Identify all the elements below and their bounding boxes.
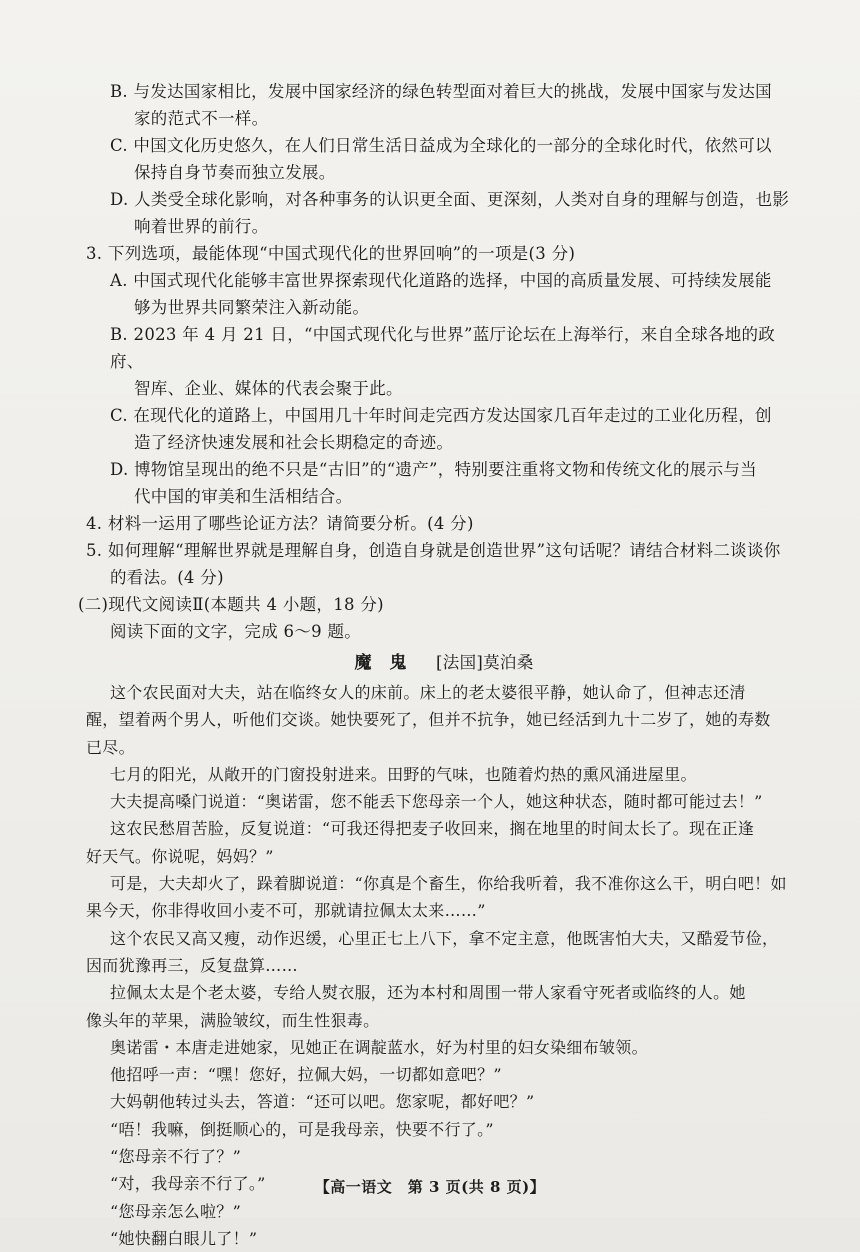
story-line: 像头年的苹果，满脸皱纹，而生性狠毒。 (86, 1010, 380, 1030)
story-paragraph (86, 1088, 802, 1115)
story-line: 大夫提高嗓门说道：“奥诺雷，您不能丢下您母亲一个人，她这种状态，随时都可能过去！” (110, 792, 763, 812)
story-line: 因而犹豫再三，反复盘算…… (86, 955, 298, 975)
question-3 (86, 240, 802, 510)
section-header: (二)现代文阅读Ⅱ(本题共 4 小题，18 分) (78, 595, 384, 614)
q2-option-d-line1: D. 人类受全球化影响，对各种事务的认识更全面、更深刻，人类对自身的理解与创造，也影 (110, 190, 790, 209)
story-author: [法国]莫泊桑 (436, 653, 534, 672)
q5-line1: 5. 如何理解“理解世界就是理解自身，创造自身就是创造世界”这句话呢？请结合材料二谈谈你 (86, 541, 781, 560)
story-line: 他招呼一声：“嘿！您好，拉佩大妈，一切都如意吧？” (110, 1065, 502, 1085)
story-line: 拉佩太太是个老太婆，专给人熨衣服，还为本村和周围一带人家看守死者或临终的人。她 (110, 983, 746, 1003)
q3-option-b-line1: B. 2023 年 4 月 21 日，“中国式现代化与世界”蓝厅论坛在上海举行，来自全球各地的政府、 (110, 325, 776, 371)
q3-option-d-line2: 代中国的审美和生活相结合。 (134, 487, 353, 506)
q2-option-b-line1: B. 与发达国家相比，发展中国家经济的绿色转型面对着巨大的挑战，发展中国家与发达国 (110, 82, 772, 101)
q2-option-c-line1: C. 中国文化历史悠久，在人们日常生活日益成为全球化的一部分的全球化时代，依然可以 (110, 136, 772, 155)
q3-option-b-line2: 智库、企业、媒体的代表会聚于此。 (134, 379, 403, 398)
q3-option-c-line1: C. 在现代化的道路上，中国用几十年时间走完西方发达国家几百年走过的工业化历程，创 (110, 406, 772, 425)
q2-options (86, 78, 802, 240)
question-4: 4. 材料一运用了哪些论证方法？请简要分析。(4 分) (86, 514, 474, 533)
q3-option-a-line2: 够为世界共同繁荣注入新动能。 (134, 298, 370, 317)
q2-option-c-line2: 保持自身节奏而独立发展。 (134, 163, 336, 182)
story-paragraph (86, 925, 802, 980)
story-paragraph (86, 1143, 802, 1170)
story-paragraph (86, 761, 802, 788)
q3-option-c-line2: 造了经济快速发展和社会长期稳定的奇迹。 (134, 433, 454, 452)
question-5 (86, 537, 802, 591)
story-line: 好天气。你说呢，妈妈？” (86, 846, 274, 866)
page-footer: 【高一语文 第 3 页(共 8 页)】 (314, 1178, 546, 1196)
story-line: 已尽。 (86, 737, 135, 757)
q3-stem: 3. 下列选项，最能体现“中国式现代化的世界回响”的一项是(3 分) (86, 244, 576, 263)
story-paragraph (86, 815, 802, 870)
story-line: “对，我母亲不行了。” (110, 1174, 266, 1194)
story-line: 果今天，你非得收回小麦不可，那就请拉佩太太来……” (86, 901, 486, 921)
q2-option-d-line2: 响着世界的前行。 (134, 217, 269, 236)
story-line: 可是，大夫却火了，跺着脚说道：“你真是个畜生，你给我听着，我不准你这么干，明白吧！如 (110, 874, 787, 894)
story-title: 魔鬼 (354, 653, 425, 673)
q3-option-a-line1: A. 中国式现代化能够丰富世界探索现代化道路的选择，中国的高质量发展、可持续发展能 (110, 271, 772, 290)
story-paragraph (86, 679, 802, 761)
story-paragraph (86, 788, 802, 815)
story-line: 奥诺雷・本唐走进她家，见她正在调靛蓝水，好为村里的妇女染细布皱领。 (110, 1037, 648, 1057)
story-body (86, 679, 802, 1252)
story-paragraph (86, 870, 802, 925)
story-paragraph (86, 1061, 802, 1088)
story-paragraph (86, 1034, 802, 1061)
story-paragraph (86, 1225, 802, 1252)
story-paragraph (86, 1116, 802, 1143)
story-line: 大妈朝他转过头去，答道：“还可以吧。您家呢，都好吧？” (110, 1092, 535, 1112)
story-line: “她快翻白眼儿了！” (110, 1228, 258, 1248)
q5-line2: 的看法。(4 分) (110, 568, 224, 587)
story-line: 这个农民又高又瘦，动作迟缓，心里正七上八下，拿不定主意，他既害怕大夫，又酷爱节俭， (110, 928, 779, 948)
page-content (78, 78, 802, 1252)
q3-option-d-line1: D. 博物馆呈现出的绝不只是“古旧”的“遗产”，特别要注重将文物和传统文化的展示与当 (110, 460, 757, 479)
story-line: 这个农民面对大夫，站在临终女人的床前。床上的老太婆很平静，她认命了，但神志还清 (110, 683, 746, 702)
q2-option-b-line2: 家的范式不一样。 (134, 109, 269, 128)
story-line: “您母亲不行了？” (110, 1147, 242, 1167)
story-line: “您母亲怎么啦？” (110, 1201, 242, 1221)
story-line: 七月的阳光，从敞开的门窗投射进来。田野的气味，也随着灼热的熏风涌进屋里。 (110, 764, 697, 784)
story-paragraph (86, 979, 802, 1034)
story-line: 醒，望着两个男人，听他们交谈。她快要死了，但并不抗争，她已经活到九十二岁了，她的寿数 (86, 710, 771, 730)
story-paragraph (86, 1198, 802, 1225)
story-line: 这农民愁眉苦脸，反复说道：“可我还得把麦子收回来，搁在地里的时间太长了。现在正逢 (110, 819, 755, 839)
story-title-block (86, 649, 802, 677)
story-line: “唔！我嘛，倒挺顺心的，可是我母亲，快要不行了。” (110, 1119, 494, 1139)
reading-instruction: 阅读下面的文字，完成 6～9 题。 (110, 622, 362, 641)
